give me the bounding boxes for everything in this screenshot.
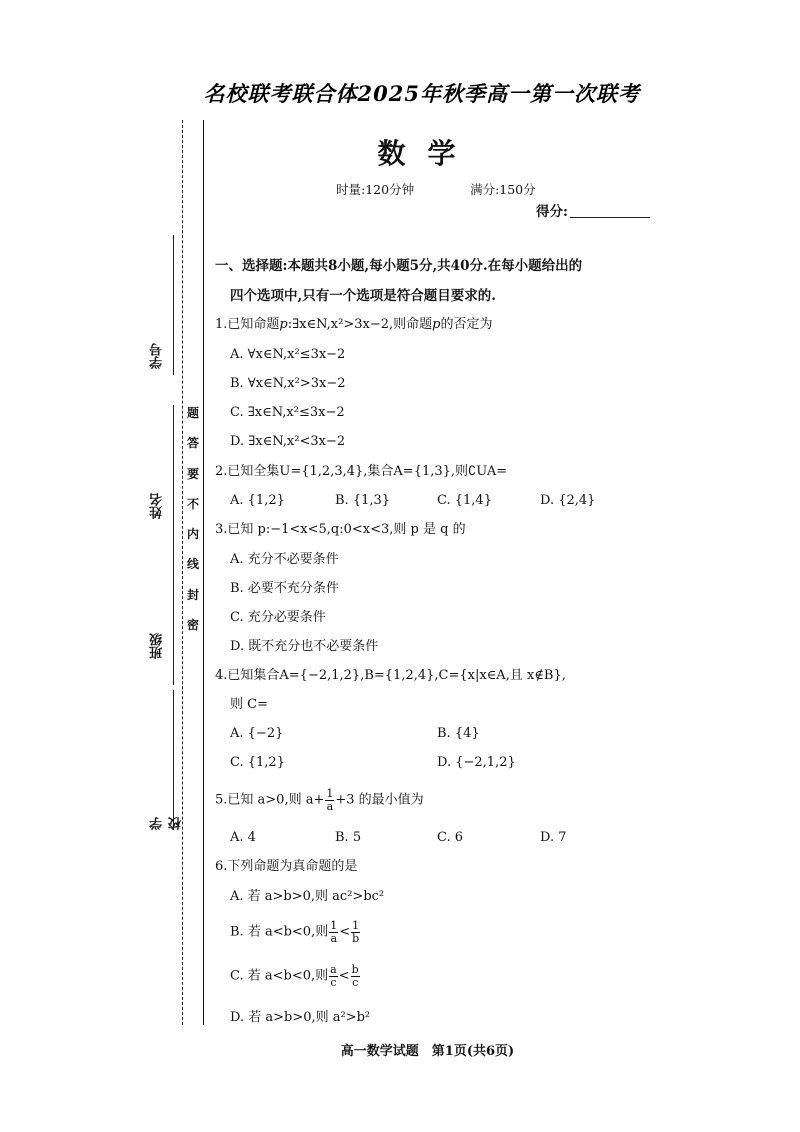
q6-c-frac1-num: a bbox=[330, 963, 337, 976]
q6-option-c-text: C. 若 a<b<0,则 bbox=[230, 968, 329, 984]
q4-stem-line2: 则 C= bbox=[230, 697, 268, 712]
q2-option-a: A. {1,2} bbox=[230, 493, 285, 508]
student-id-field bbox=[138, 235, 198, 375]
q1-stem-b: :∃x∈N,x²>3x−2,则命题 bbox=[287, 317, 433, 332]
warning-char: 不 bbox=[186, 496, 199, 511]
q3-stem: 3.已知 p:−1<x<5,q:0<x<3,则 p 是 q 的 bbox=[215, 522, 466, 537]
q6-option-b-text: B. 若 a<b<0,则 bbox=[230, 924, 329, 940]
name-field bbox=[138, 405, 198, 545]
student-id-label: 学号 bbox=[150, 343, 165, 369]
q3-option-a: A. 充分不必要条件 bbox=[230, 552, 339, 567]
q6-stem: 6.下列命题为真命题的是 bbox=[215, 859, 358, 874]
q4-option-c: C. {1,2} bbox=[230, 755, 285, 770]
q4-option-b: B. {4} bbox=[437, 726, 480, 741]
q5-option-a: A. 4 bbox=[230, 830, 256, 845]
class-label: 班级 bbox=[150, 633, 165, 659]
warning-char: 答 bbox=[186, 436, 199, 451]
q6-b-frac1 bbox=[329, 920, 338, 944]
q6-option-b bbox=[230, 920, 361, 944]
student-id-blank[interactable] bbox=[173, 235, 174, 375]
q3-option-d: D. 既不充分也不必要条件 bbox=[230, 639, 379, 654]
class-blank[interactable] bbox=[173, 545, 174, 685]
q1-option-b: B. ∀x∈N,x²>3x−2 bbox=[230, 376, 346, 391]
q4-stem-line1: 4.已知集合A={−2,1,2},B={1,2,4},C={x|x∈A,且 x∉B}, bbox=[215, 668, 566, 683]
q6-c-frac2-den: c bbox=[352, 975, 359, 989]
q1-stem-a: 1.已知命题 bbox=[215, 317, 280, 332]
time-limit: 时量:120分钟 bbox=[336, 182, 415, 197]
q6-c-lt: < bbox=[338, 968, 350, 984]
q5-option-d: D. 7 bbox=[540, 830, 567, 845]
q6-c-frac2 bbox=[351, 964, 360, 988]
q6-c-frac2-num: b bbox=[351, 963, 359, 976]
q5-frac-num: 1 bbox=[326, 787, 334, 800]
q5-stem-b: +3 的最小值为 bbox=[335, 792, 424, 808]
warning-char: 要 bbox=[186, 466, 199, 481]
exam-title: 名校联考联合体2025年秋季高一第一次联考 bbox=[203, 81, 640, 106]
q1-stem: 1.已知命题p:∃x∈N,x²>3x−2,则命题p的否定为 bbox=[215, 317, 493, 332]
section-heading-line2: 四个选项中,只有一个选项是符合题目要求的. bbox=[230, 288, 496, 304]
q6-c-frac1 bbox=[329, 964, 338, 988]
q5-frac-den: a bbox=[326, 799, 334, 813]
page-footer: 高一数学试题 第1页(共6页) bbox=[340, 1044, 515, 1059]
q2-option-b: B. {1,3} bbox=[335, 493, 391, 508]
q6-b-frac2-num: 1 bbox=[352, 919, 360, 932]
q6-option-c bbox=[230, 964, 361, 988]
q5-fraction bbox=[325, 788, 334, 812]
q5-option-c: C. 6 bbox=[437, 830, 464, 845]
score-label: 得分: bbox=[536, 204, 568, 220]
q2-option-c: C. {1,4} bbox=[437, 493, 492, 508]
name-label: 姓名 bbox=[150, 493, 165, 519]
q5-option-b: B. 5 bbox=[335, 830, 362, 845]
warning-char: 密 bbox=[186, 618, 199, 633]
warning-char: 题 bbox=[186, 406, 199, 420]
q3-option-c: C. 充分必要条件 bbox=[230, 610, 326, 625]
subject-title: 数学 bbox=[377, 137, 478, 170]
q6-c-frac1-den: c bbox=[330, 975, 337, 989]
q3-option-b: B. 必要不充分条件 bbox=[230, 581, 339, 596]
q2-option-d: D. {2,4} bbox=[540, 493, 596, 508]
q5-stem bbox=[215, 788, 424, 812]
school-label: 学校 bbox=[150, 817, 184, 830]
q1-option-a: A. ∀x∈N,x²≤3x−2 bbox=[230, 347, 346, 362]
q6-option-a: A. 若 a>b>0,则 ac²>bc² bbox=[230, 889, 385, 904]
q2-stem: 2.已知全集U={1,2,3,4},集合A={1,3},则∁UA= bbox=[215, 464, 508, 479]
warning-char: 内 bbox=[186, 527, 199, 542]
q6-b-frac2-den: b bbox=[352, 931, 360, 945]
q6-option-d: D. 若 a>b>0,则 a²>b² bbox=[230, 1010, 371, 1025]
warning-char: 封 bbox=[186, 587, 199, 602]
class-field bbox=[138, 545, 198, 685]
q1-stem-c: 的否定为 bbox=[440, 317, 493, 332]
school-field bbox=[138, 690, 198, 830]
score-blank[interactable] bbox=[570, 205, 650, 218]
q4-option-a: A. {−2} bbox=[230, 726, 284, 741]
q6-b-frac2 bbox=[351, 920, 360, 944]
q5-stem-a: 5.已知 a>0,则 a+ bbox=[215, 792, 325, 808]
warning-char: 线 bbox=[186, 557, 199, 572]
q1-option-d: D. ∃x∈N,x²<3x−2 bbox=[230, 434, 346, 449]
q6-b-frac1-num: 1 bbox=[330, 919, 338, 932]
binding-solid-line bbox=[203, 120, 204, 1025]
score-field bbox=[536, 200, 650, 220]
q1-option-c: C. ∃x∈N,x²≤3x−2 bbox=[230, 405, 345, 420]
q6-b-frac1-den: a bbox=[330, 931, 337, 945]
q6-b-lt: < bbox=[339, 924, 351, 940]
name-blank[interactable] bbox=[173, 405, 174, 545]
section-heading-line1: 一、选择题:本题共8小题,每小题5分,共40分.在每小题给出的 bbox=[215, 258, 583, 274]
q4-option-d: D. {−2,1,2} bbox=[437, 755, 516, 770]
exam-meta bbox=[336, 180, 588, 198]
full-score: 满分:150分 bbox=[470, 182, 536, 197]
